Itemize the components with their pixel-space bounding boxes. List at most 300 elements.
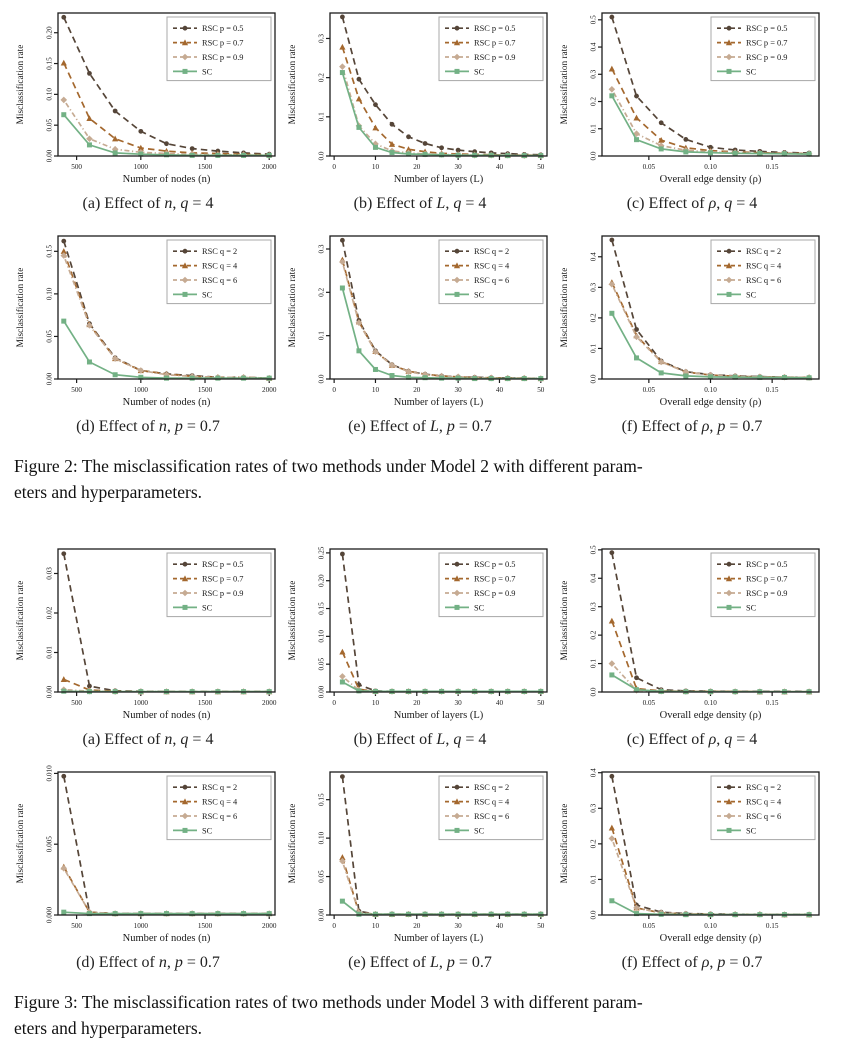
chart-fig3-a (12, 542, 284, 728)
subplot-caption-b (284, 195, 556, 213)
subplot-caption-d (12, 954, 284, 972)
caption-text: (a) Effect of (82, 195, 165, 212)
svg-text:RSC p = 0.9: RSC p = 0.9 (202, 53, 244, 62)
y-axis-label: Misclassification rate (288, 580, 298, 661)
svg-text:20: 20 (413, 163, 421, 171)
y-axis-label: Misclassification rate (560, 267, 570, 348)
svg-text:0.0: 0.0 (317, 374, 326, 384)
chart-fig2-c (556, 6, 828, 192)
caption-text: = 4 (732, 195, 758, 212)
svg-text:0.00: 0.00 (45, 149, 54, 163)
svg-text:0.05: 0.05 (45, 330, 54, 343)
svg-text:0.10: 0.10 (704, 386, 717, 394)
svg-text:1500: 1500 (197, 386, 213, 394)
fig3-plot-d (12, 765, 284, 951)
svg-text:0.2: 0.2 (589, 630, 598, 640)
svg-text:RSC p = 0.5: RSC p = 0.5 (474, 559, 516, 569)
figure-3-grid (12, 542, 836, 972)
svg-text:1000: 1000 (133, 698, 149, 707)
svg-text:0.05: 0.05 (642, 386, 656, 394)
svg-text:500: 500 (71, 163, 83, 171)
subplot-caption-c (556, 731, 828, 749)
subplot-caption-a (12, 731, 284, 749)
series-RSC q = 6 (339, 858, 544, 918)
svg-text:500: 500 (71, 921, 83, 930)
svg-text:20: 20 (413, 698, 421, 707)
fig2-plot-b (284, 6, 556, 192)
svg-text:1000: 1000 (133, 921, 149, 930)
caption-variable: p (717, 418, 726, 435)
caption-text: = 0.7 (725, 418, 763, 435)
svg-text:0.20: 0.20 (317, 574, 326, 587)
fig3-subplot-e (284, 765, 556, 972)
svg-text:0.5: 0.5 (589, 545, 598, 555)
caption-text: , (438, 953, 447, 971)
subplot-caption-a (12, 195, 284, 213)
svg-text:0.15: 0.15 (45, 57, 54, 70)
caption-text: (b) Effect of (353, 195, 437, 212)
caption-variable: ρ (708, 195, 717, 212)
fig2-subplot-f (556, 229, 828, 436)
svg-text:0.4: 0.4 (589, 573, 598, 583)
caption-text: (d) Effect of (76, 418, 159, 435)
fig2-plot-c (556, 6, 828, 192)
svg-text:0.00: 0.00 (45, 685, 54, 699)
svg-text:0.0: 0.0 (317, 151, 326, 161)
caption-text: (e) Effect of (348, 418, 430, 435)
svg-text:SC: SC (746, 826, 757, 836)
chart-fig3-d (12, 765, 284, 951)
series-SC (340, 70, 543, 158)
series-RSC q = 6 (60, 865, 272, 917)
svg-text:0.4: 0.4 (589, 768, 598, 777)
svg-text:RSC p = 0.7: RSC p = 0.7 (746, 574, 788, 584)
caption-text: = 0.7 (182, 418, 220, 435)
subplot-caption-e (284, 954, 556, 972)
caption-text: = 0.7 (454, 953, 492, 971)
caption-variable: q (724, 730, 733, 748)
caption-text: (f) Effect of (621, 418, 702, 435)
chart-fig2-d (12, 229, 284, 415)
svg-text:50: 50 (537, 698, 545, 707)
caption-variable: q (180, 730, 189, 748)
chart-fig2-f (556, 229, 828, 415)
fig3-subplot-b (284, 542, 556, 749)
caption-text: (d) Effect of (76, 953, 159, 971)
caption-variable: L (436, 195, 446, 212)
svg-text:0.10: 0.10 (704, 921, 717, 930)
x-axis-label: Number of nodes (n) (122, 709, 211, 721)
svg-text:RSC p = 0.9: RSC p = 0.9 (474, 588, 516, 598)
svg-text:0.00: 0.00 (45, 372, 54, 386)
caption-text: (f) Effect of (621, 953, 702, 971)
caption-text: = 0.7 (454, 418, 492, 435)
svg-text:RSC p = 0.5: RSC p = 0.5 (202, 24, 244, 34)
svg-text:10: 10 (371, 163, 380, 171)
caption-variable: n (164, 730, 173, 748)
svg-text:RSC q = 4: RSC q = 4 (474, 261, 510, 271)
figure-caption-line: eters and hyperparameters. (14, 1017, 203, 1038)
fig3-subplot-f (556, 765, 828, 972)
caption-text: , (172, 195, 181, 212)
y-axis-label: Misclassification rate (16, 44, 26, 125)
legend (439, 240, 543, 304)
svg-text:RSC q = 4: RSC q = 4 (474, 797, 510, 807)
legend (439, 776, 543, 840)
caption-variable: L (429, 953, 439, 971)
svg-text:RSC p = 0.9: RSC p = 0.9 (474, 53, 516, 62)
svg-text:2000: 2000 (262, 163, 277, 171)
legend (167, 776, 271, 840)
caption-text: , (709, 418, 718, 435)
svg-text:RSC q = 6: RSC q = 6 (202, 811, 238, 821)
svg-text:0.15: 0.15 (765, 698, 779, 707)
svg-text:0.3: 0.3 (317, 244, 326, 254)
caption-text: = 4 (188, 195, 214, 212)
caption-variable: L (436, 730, 446, 748)
svg-text:0.1: 0.1 (589, 658, 598, 668)
caption-text: (b) Effect of (353, 730, 437, 748)
subplot-caption-b (284, 731, 556, 749)
x-axis-label: Number of nodes (n) (122, 174, 211, 185)
figure-caption-line: Figure 2: The misclassification rates of two methods under Model 2 with different param- (14, 456, 643, 476)
fig2-subplot-b (284, 6, 556, 213)
svg-text:0.4: 0.4 (589, 252, 598, 262)
svg-text:SC: SC (746, 67, 757, 77)
svg-text:SC: SC (474, 67, 485, 77)
caption-variable: q (453, 195, 462, 212)
svg-text:2000: 2000 (262, 698, 277, 707)
svg-text:0.05: 0.05 (317, 870, 326, 883)
y-axis-label: Misclassification rate (288, 267, 298, 348)
svg-text:0.03: 0.03 (45, 566, 54, 580)
svg-text:0.1: 0.1 (589, 343, 598, 353)
svg-text:0.05: 0.05 (317, 657, 326, 671)
caption-variable: n (164, 195, 173, 212)
caption-text: (e) Effect of (348, 953, 430, 971)
svg-text:0.010: 0.010 (45, 765, 54, 782)
svg-text:0.10: 0.10 (317, 831, 326, 845)
caption-variable: p (446, 418, 455, 435)
caption-text: , (166, 418, 175, 435)
svg-text:0.15: 0.15 (45, 245, 54, 258)
subplot-caption-e (284, 418, 556, 436)
svg-text:0.2: 0.2 (317, 287, 326, 297)
y-axis-label: Misclassification rate (288, 803, 298, 884)
caption-variable: n (158, 418, 167, 435)
fig2-plot-f (556, 229, 828, 415)
caption-variable: p (446, 953, 455, 971)
x-axis-label: Overall edge density (ρ) (659, 709, 762, 721)
svg-text:RSC q = 2: RSC q = 2 (202, 247, 238, 257)
svg-text:RSC p = 0.9: RSC p = 0.9 (746, 53, 788, 62)
svg-text:RSC q = 2: RSC q = 2 (474, 782, 510, 792)
fig3-plot-f (556, 765, 828, 951)
fig2-subplot-d (12, 229, 284, 436)
caption-text: = 4 (732, 730, 758, 748)
chart-fig2-a (12, 6, 284, 192)
svg-text:0.05: 0.05 (642, 698, 656, 707)
svg-text:RSC q = 6: RSC q = 6 (474, 276, 510, 285)
svg-text:0.02: 0.02 (45, 606, 54, 620)
svg-text:RSC q = 4: RSC q = 4 (746, 261, 782, 271)
svg-text:50: 50 (537, 386, 545, 394)
x-axis-label: Number of nodes (n) (122, 932, 211, 944)
chart-fig3-c (556, 542, 828, 728)
svg-text:10: 10 (371, 921, 380, 930)
chart-fig3-e (284, 765, 556, 951)
svg-text:2000: 2000 (262, 386, 277, 394)
figure-2-caption (14, 454, 832, 506)
svg-text:0.0: 0.0 (589, 374, 598, 384)
svg-text:0.0: 0.0 (589, 151, 598, 161)
svg-text:0.2: 0.2 (589, 313, 598, 323)
caption-text: = 0.7 (182, 953, 220, 971)
svg-text:0.15: 0.15 (317, 602, 326, 615)
chart-fig2-e (284, 229, 556, 415)
svg-text:SC: SC (202, 290, 213, 300)
svg-text:RSC p = 0.7: RSC p = 0.7 (746, 38, 788, 48)
x-axis-label: Number of layers (L) (393, 174, 484, 185)
fig2-plot-e (284, 229, 556, 415)
caption-variable: n (158, 953, 167, 971)
caption-text: , (716, 730, 725, 748)
svg-text:RSC p = 0.7: RSC p = 0.7 (202, 574, 244, 584)
caption-text: = 4 (461, 195, 487, 212)
series-SC (609, 311, 811, 380)
fig2-subplot-c (556, 6, 828, 213)
svg-text:500: 500 (71, 698, 83, 707)
legend (439, 553, 543, 617)
series-RSC p = 0.7 (609, 618, 812, 695)
svg-text:0.1: 0.1 (317, 331, 326, 341)
caption-variable: p (174, 418, 183, 435)
caption-variable: p (717, 953, 726, 971)
y-axis-label: Misclassification rate (16, 803, 26, 884)
caption-variable: p (174, 953, 183, 971)
svg-text:0.1: 0.1 (589, 874, 598, 884)
svg-text:RSC q = 2: RSC q = 2 (746, 247, 782, 257)
series-RSC p = 0.7 (339, 649, 544, 694)
svg-text:0.05: 0.05 (642, 921, 656, 930)
svg-text:0.10: 0.10 (704, 698, 717, 707)
figure-2 (12, 6, 836, 506)
chart-fig3-b (284, 542, 556, 728)
svg-text:0.10: 0.10 (45, 287, 54, 301)
svg-text:10: 10 (371, 386, 380, 394)
caption-variable: ρ (708, 730, 717, 748)
figure-3 (12, 542, 836, 1042)
subplot-caption-d (12, 418, 284, 436)
svg-text:0.00: 0.00 (317, 685, 326, 699)
svg-text:1500: 1500 (197, 163, 213, 171)
svg-text:0: 0 (332, 386, 336, 394)
legend (711, 240, 815, 304)
svg-text:RSC p = 0.9: RSC p = 0.9 (746, 588, 788, 598)
caption-text: (a) Effect of (82, 730, 165, 748)
svg-text:0: 0 (332, 163, 336, 171)
caption-variable: ρ (701, 953, 710, 971)
figure-caption-line: eters and hyperparameters. (14, 481, 203, 502)
svg-text:50: 50 (537, 163, 545, 171)
svg-text:0.3: 0.3 (589, 602, 598, 611)
x-axis-label: Number of layers (L) (393, 709, 484, 721)
caption-text: , (438, 418, 447, 435)
svg-text:0.3: 0.3 (589, 803, 598, 813)
x-axis-label: Number of nodes (n) (122, 397, 211, 408)
svg-text:SC: SC (202, 603, 213, 613)
svg-text:0.4: 0.4 (589, 42, 598, 52)
fig2-subplot-e (284, 229, 556, 436)
svg-text:RSC q = 4: RSC q = 4 (202, 261, 238, 271)
svg-text:40: 40 (495, 921, 504, 930)
caption-variable: L (429, 418, 439, 435)
svg-text:0.15: 0.15 (765, 163, 779, 171)
svg-text:30: 30 (454, 386, 462, 394)
fig3-plot-b (284, 542, 556, 728)
fig2-plot-a (12, 6, 284, 192)
svg-text:RSC p = 0.5: RSC p = 0.5 (746, 24, 788, 34)
caption-text: (c) Effect of (626, 195, 709, 212)
fig3-plot-e (284, 765, 556, 951)
svg-text:1500: 1500 (197, 698, 213, 707)
chart-fig3-f (556, 765, 828, 951)
svg-text:10: 10 (371, 698, 380, 707)
y-axis-label: Misclassification rate (288, 44, 298, 125)
series-RSC q = 4 (339, 854, 544, 917)
svg-text:30: 30 (454, 698, 462, 707)
fig2-subplot-a (12, 6, 284, 213)
x-axis-label: Number of layers (L) (393, 932, 484, 944)
fig3-subplot-d (12, 765, 284, 972)
legend (439, 17, 543, 81)
svg-text:20: 20 (413, 921, 421, 930)
svg-text:0.15: 0.15 (765, 921, 779, 930)
svg-text:RSC p = 0.5: RSC p = 0.5 (202, 559, 244, 569)
x-axis-label: Number of layers (L) (393, 397, 484, 408)
svg-text:0: 0 (332, 921, 336, 930)
caption-text: = 4 (461, 730, 487, 748)
caption-variable: ρ (701, 418, 710, 435)
svg-text:0.1: 0.1 (589, 124, 598, 134)
svg-text:0.000: 0.000 (45, 906, 54, 923)
svg-text:500: 500 (71, 386, 83, 394)
svg-text:0.00: 0.00 (317, 908, 326, 922)
svg-text:0.20: 0.20 (45, 26, 54, 40)
svg-text:40: 40 (495, 163, 504, 171)
caption-text: , (166, 953, 175, 971)
svg-text:RSC q = 6: RSC q = 6 (746, 811, 782, 821)
svg-text:20: 20 (413, 386, 421, 394)
caption-text: , (716, 195, 725, 212)
svg-text:SC: SC (202, 826, 213, 836)
svg-text:RSC q = 4: RSC q = 4 (202, 797, 238, 807)
svg-text:40: 40 (495, 698, 504, 707)
svg-text:RSC q = 2: RSC q = 2 (202, 782, 238, 792)
svg-text:RSC p = 0.7: RSC p = 0.7 (474, 574, 516, 584)
svg-text:50: 50 (537, 921, 545, 930)
svg-text:30: 30 (454, 921, 462, 930)
svg-text:SC: SC (474, 290, 485, 300)
series-RSC q = 4 (61, 863, 273, 916)
svg-text:SC: SC (202, 67, 213, 77)
caption-text: , (445, 730, 454, 748)
subplot-caption-c (556, 195, 828, 213)
fig2-plot-d (12, 229, 284, 415)
svg-text:0.10: 0.10 (704, 163, 717, 171)
svg-text:1000: 1000 (133, 163, 149, 171)
svg-text:0.1: 0.1 (317, 112, 326, 122)
caption-text: , (172, 730, 181, 748)
fig3-subplot-c (556, 542, 828, 749)
svg-text:RSC q = 2: RSC q = 2 (746, 782, 782, 792)
fig3-subplot-a (12, 542, 284, 749)
svg-text:0.15: 0.15 (765, 386, 779, 394)
svg-text:0.25: 0.25 (317, 546, 326, 559)
svg-text:2000: 2000 (262, 921, 277, 930)
svg-text:1000: 1000 (133, 386, 149, 394)
figure-2-grid (12, 6, 836, 436)
svg-text:30: 30 (454, 163, 462, 171)
svg-text:0: 0 (332, 698, 336, 707)
legend (711, 553, 815, 617)
svg-text:0.15: 0.15 (317, 793, 326, 806)
svg-text:RSC q = 6: RSC q = 6 (746, 276, 782, 285)
caption-text: = 4 (188, 730, 214, 748)
svg-text:SC: SC (474, 603, 485, 613)
x-axis-label: Overall edge density (ρ) (659, 397, 762, 408)
svg-text:0.5: 0.5 (589, 15, 598, 25)
svg-text:0.10: 0.10 (45, 88, 54, 101)
svg-text:0.05: 0.05 (45, 118, 54, 132)
svg-text:RSC q = 6: RSC q = 6 (474, 811, 510, 821)
caption-variable: q (453, 730, 462, 748)
y-axis-label: Misclassification rate (560, 803, 570, 884)
series-SC (340, 898, 543, 916)
svg-text:RSC q = 4: RSC q = 4 (746, 797, 782, 807)
svg-text:0.2: 0.2 (317, 73, 326, 83)
caption-variable: q (724, 195, 733, 212)
chart-fig2-b (284, 6, 556, 192)
svg-text:1500: 1500 (197, 921, 213, 930)
subplot-caption-f (556, 418, 828, 436)
svg-text:0.0: 0.0 (589, 910, 598, 920)
legend (167, 240, 271, 304)
svg-text:RSC p = 0.5: RSC p = 0.5 (746, 559, 788, 569)
svg-text:0.3: 0.3 (589, 282, 598, 292)
y-axis-label: Misclassification rate (16, 267, 26, 348)
svg-text:0.10: 0.10 (317, 629, 326, 643)
caption-text: = 0.7 (725, 953, 763, 971)
caption-text: (c) Effect of (626, 730, 709, 748)
svg-text:RSC q = 2: RSC q = 2 (474, 247, 510, 257)
fig3-plot-c (556, 542, 828, 728)
svg-text:SC: SC (746, 603, 757, 613)
legend (711, 776, 815, 840)
legend (167, 17, 271, 81)
svg-text:0.005: 0.005 (45, 835, 54, 853)
y-axis-label: Misclassification rate (16, 580, 26, 661)
subplot-caption-f (556, 954, 828, 972)
svg-text:RSC p = 0.5: RSC p = 0.5 (474, 24, 516, 34)
legend (711, 17, 815, 81)
svg-text:0.01: 0.01 (45, 645, 54, 659)
svg-text:0.3: 0.3 (589, 69, 598, 79)
caption-text: , (445, 195, 454, 212)
svg-text:0.0: 0.0 (589, 687, 598, 697)
svg-text:SC: SC (474, 826, 485, 836)
y-axis-label: Misclassification rate (560, 44, 570, 125)
